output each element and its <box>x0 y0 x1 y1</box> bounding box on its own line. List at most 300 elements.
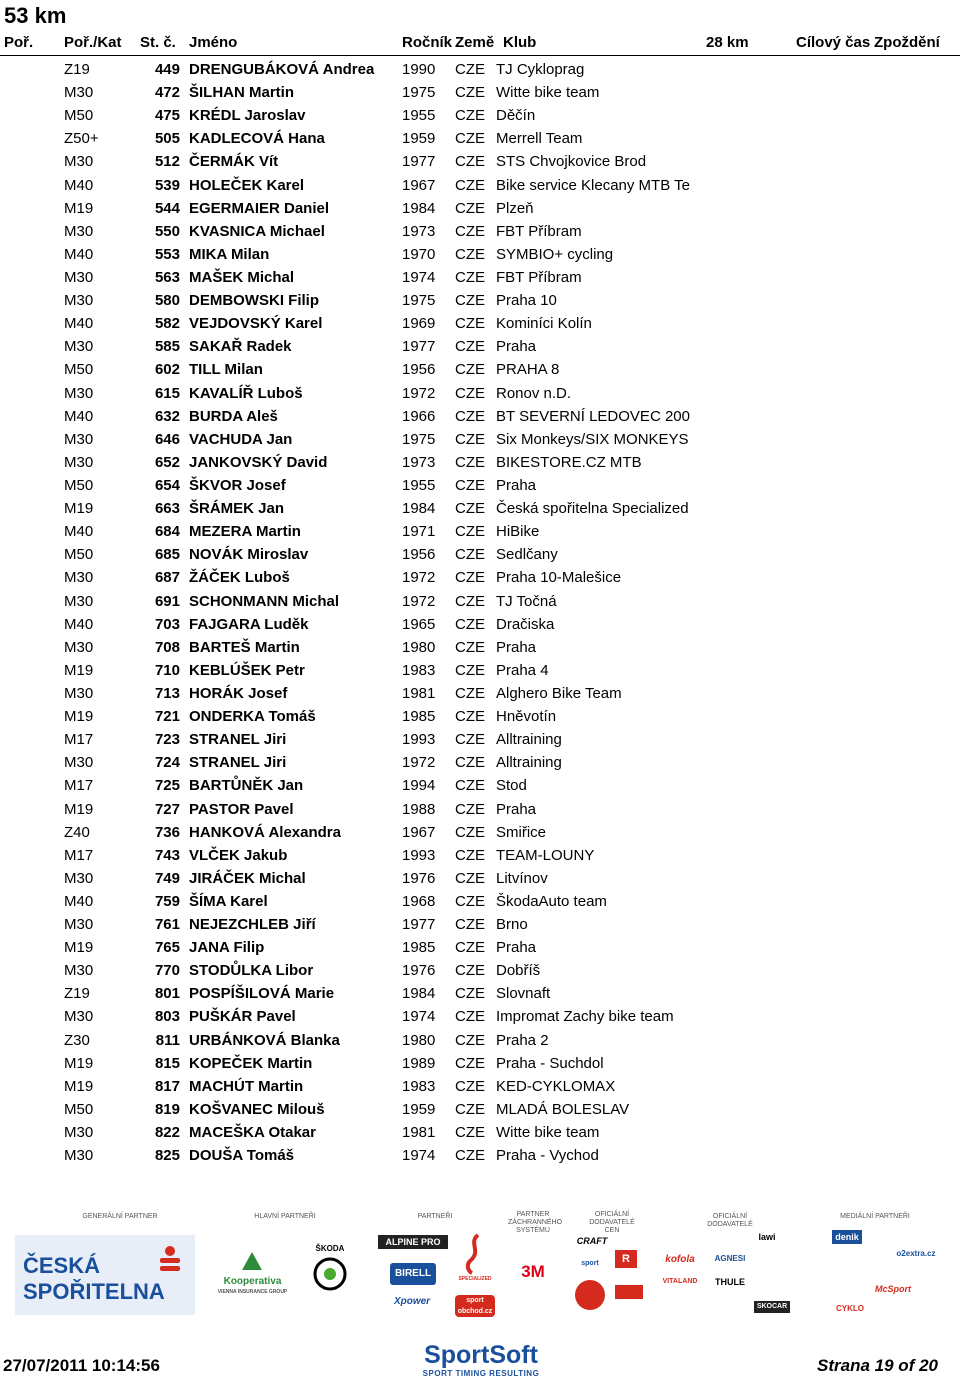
year-cell: 1983 <box>402 1077 436 1095</box>
name-cell: ŽÁČEK Luboš <box>189 569 290 587</box>
club-cell: Česká spořitelna Specialized <box>496 500 689 518</box>
table-row <box>0 81 960 104</box>
table-row <box>0 335 960 358</box>
header-club: Klub <box>503 34 537 51</box>
country-cell: CZE <box>455 800 485 818</box>
category-cell: M30 <box>64 338 94 356</box>
name-cell: KAVALÍŘ Luboš <box>189 384 303 402</box>
start-number-cell: 721 <box>154 708 180 726</box>
start-number-cell: 817 <box>154 1077 180 1095</box>
specialized-icon <box>462 1233 488 1275</box>
category-cell: M40 <box>64 615 94 633</box>
country-cell: CZE <box>455 176 485 194</box>
header-split: 28 km <box>706 34 749 51</box>
category-cell: M30 <box>64 916 94 934</box>
year-cell: 1956 <box>402 361 436 379</box>
year-cell: 1980 <box>402 638 436 656</box>
country-cell: CZE <box>455 869 485 887</box>
table-row <box>0 312 960 335</box>
name-cell: SAKAŘ Radek <box>189 338 292 356</box>
year-cell: 1975 <box>402 430 436 448</box>
country-cell: CZE <box>455 661 485 679</box>
column-headers <box>0 33 960 53</box>
name-cell: STRANEL Jiri <box>189 731 287 749</box>
country-cell: CZE <box>455 684 485 702</box>
table-row <box>0 289 960 312</box>
country-cell: CZE <box>455 1100 485 1118</box>
table-row <box>0 1052 960 1075</box>
year-cell: 1965 <box>402 615 436 633</box>
general-partner-logo <box>15 1235 195 1315</box>
start-number-cell: 803 <box>154 1008 180 1026</box>
table-row <box>0 774 960 797</box>
year-cell: 1976 <box>402 869 436 887</box>
name-cell: POSPÍŠILOVÁ Marie <box>189 985 335 1003</box>
table-row <box>0 474 960 497</box>
year-cell: 1972 <box>402 592 436 610</box>
club-cell: MLADÁ BOLESLAV <box>496 1100 630 1118</box>
club-cell: BIKESTORE.CZ MTB <box>496 453 642 471</box>
country-cell: CZE <box>455 1077 485 1095</box>
name-cell: HOLEČEK Karel <box>189 176 305 194</box>
name-cell: ŠKVOR Josef <box>189 476 286 494</box>
year-cell: 1972 <box>402 754 436 772</box>
club-cell: Praha <box>496 338 537 356</box>
sport-obchod-logo: sport obchod.cz <box>455 1295 495 1317</box>
table-row <box>0 751 960 774</box>
year-cell: 1976 <box>402 962 436 980</box>
table-row <box>0 127 960 150</box>
official-suppliers-label: OFICIÁLNÍ DODAVATELÉ <box>707 1213 753 1228</box>
country-cell: CZE <box>455 384 485 402</box>
country-cell: CZE <box>455 130 485 148</box>
club-cell: HiBike <box>496 523 540 541</box>
country-cell: CZE <box>455 546 485 564</box>
start-number-cell: 615 <box>154 384 180 402</box>
country-cell: CZE <box>455 222 485 240</box>
table-row <box>0 936 960 959</box>
start-number-cell: 580 <box>154 292 180 310</box>
category-cell: M30 <box>64 962 94 980</box>
name-cell: JANKOVSKÝ David <box>189 453 328 471</box>
sportsoft-tagline: SPORT TIMING RESULTING <box>422 1369 540 1378</box>
year-cell: 1985 <box>402 708 436 726</box>
country-cell: CZE <box>455 592 485 610</box>
name-cell: KOPEČEK Martin <box>189 1054 313 1072</box>
club-cell: Alltraining <box>496 731 562 749</box>
table-row <box>0 913 960 936</box>
club-cell: Dobříš <box>496 962 541 980</box>
year-cell: 1955 <box>402 476 436 494</box>
year-cell: 1967 <box>402 176 436 194</box>
club-cell: Sedlčany <box>496 546 558 564</box>
start-number-cell: 822 <box>154 1124 180 1142</box>
category-cell: M30 <box>64 268 94 286</box>
name-cell: PASTOR Pavel <box>189 800 294 818</box>
red-badge-icon <box>615 1285 643 1299</box>
category-cell: M30 <box>64 1124 94 1142</box>
name-cell: BARTEŠ Martin <box>189 638 300 656</box>
country-cell: CZE <box>455 476 485 494</box>
category-cell: M50 <box>64 546 94 564</box>
start-number-cell: 646 <box>154 430 180 448</box>
start-number-cell: 811 <box>155 1031 180 1049</box>
category-cell: M30 <box>64 430 94 448</box>
year-cell: 1972 <box>402 569 436 587</box>
header-country: Země <box>455 34 495 51</box>
start-number-cell: 475 <box>154 107 180 125</box>
category-cell: Z19 <box>64 61 90 78</box>
country-cell: CZE <box>455 892 485 910</box>
header-year: Ročník <box>402 34 453 51</box>
kooperativa-icon <box>240 1250 264 1274</box>
category-cell: M30 <box>64 1147 94 1165</box>
club-cell: Alltraining <box>496 754 562 772</box>
club-cell: TJ Točná <box>496 592 557 610</box>
start-number-cell: 815 <box>154 1054 180 1072</box>
club-cell: Litvínov <box>496 869 548 887</box>
year-cell: 1980 <box>402 1031 436 1049</box>
country-cell: CZE <box>455 1054 485 1072</box>
club-cell: Brno <box>496 916 528 934</box>
category-cell: Z40 <box>64 823 90 841</box>
year-cell: 1972 <box>402 384 436 402</box>
name-cell: MAŠEK Michal <box>189 268 295 286</box>
club-cell: Six Monkeys/SIX MONKEYS <box>496 430 689 448</box>
category-cell: M30 <box>64 84 94 102</box>
name-cell: MIKA Milan <box>189 245 270 263</box>
start-number-cell: 759 <box>154 892 180 910</box>
table-row <box>0 58 960 81</box>
club-cell: SYMBIO+ cycling <box>496 245 614 263</box>
table-row <box>0 266 960 289</box>
category-cell: M30 <box>64 592 94 610</box>
table-row <box>0 566 960 589</box>
category-cell: M30 <box>64 384 94 402</box>
table-row <box>0 821 960 844</box>
table-row <box>0 659 960 682</box>
start-number-cell: 723 <box>154 731 180 749</box>
name-cell: URBÁNKOVÁ Blanka <box>189 1031 340 1049</box>
club-cell: Witte bike team <box>496 84 600 102</box>
start-number-cell: 685 <box>154 546 180 564</box>
category-cell: M30 <box>64 153 94 171</box>
3m-logo: 3M <box>521 1262 545 1281</box>
year-cell: 1975 <box>402 292 436 310</box>
year-cell: 1981 <box>402 1124 436 1142</box>
club-cell: FBT Příbram <box>496 268 582 286</box>
year-cell: 1984 <box>402 985 436 1003</box>
name-cell: STODŮLKA Libor <box>189 962 314 980</box>
table-row <box>0 220 960 243</box>
country-cell: CZE <box>455 985 485 1003</box>
country-cell: CZE <box>455 407 485 425</box>
name-cell: ŠILHAN Martin <box>189 84 294 102</box>
table-row <box>0 1029 960 1052</box>
country-cell: CZE <box>455 107 485 125</box>
start-number-cell: 544 <box>154 199 180 217</box>
year-cell: 1968 <box>402 892 436 910</box>
club-cell: ŠkodaAuto team <box>496 892 607 910</box>
category-cell: Z19 <box>64 985 90 1003</box>
skoda-icon <box>313 1257 347 1291</box>
club-cell: KED-CYKLOMAX <box>496 1077 616 1095</box>
mcsport-logo: McSport <box>875 1284 911 1294</box>
start-number-cell: 743 <box>154 846 180 864</box>
start-number-cell: 819 <box>154 1100 180 1118</box>
year-cell: 1977 <box>402 916 436 934</box>
table-row <box>0 705 960 728</box>
skocar-logo: SKOCAR <box>754 1301 790 1313</box>
rescue-partner-label: PARTNER ZÁCHRANNÉHO SYSTÉMU <box>508 1211 563 1234</box>
club-cell: Praha 10-Malešice <box>496 569 622 587</box>
club-cell: TEAM-LOUNY <box>496 846 595 864</box>
year-cell: 1974 <box>402 268 436 286</box>
vitaland-logo: VITALAND <box>662 1278 698 1285</box>
name-cell: TILL Milan <box>189 361 263 379</box>
name-cell: ŠÍMA Karel <box>189 892 268 910</box>
table-row <box>0 520 960 543</box>
table-row <box>0 798 960 821</box>
country-cell: CZE <box>455 708 485 726</box>
page-title: 53 km <box>4 3 67 28</box>
name-cell: KRÉDL Jaroslav <box>189 107 306 125</box>
name-cell: HORÁK Josef <box>189 684 288 702</box>
category-cell: M30 <box>64 292 94 310</box>
name-cell: KEBLÚŠEK Petr <box>189 661 305 679</box>
club-cell: Ronov n.D. <box>496 384 572 402</box>
name-cell: DEMBOWSKI Filip <box>189 292 319 310</box>
club-cell: Praha 2 <box>496 1031 549 1049</box>
category-cell: M19 <box>64 661 94 679</box>
start-number-cell: 708 <box>154 638 180 656</box>
header-start-no: St. č. <box>140 34 176 51</box>
category-cell: M19 <box>64 199 94 217</box>
name-cell: ONDERKA Tomáš <box>189 708 316 726</box>
country-cell: CZE <box>455 916 485 934</box>
name-cell: FAJGARA Luděk <box>189 615 309 633</box>
table-row <box>0 428 960 451</box>
category-cell: M30 <box>64 1008 94 1026</box>
country-cell: CZE <box>455 268 485 286</box>
category-cell: M19 <box>64 800 94 818</box>
birell-logo: BIRELL <box>390 1263 436 1285</box>
club-cell: Praha - Vychod <box>496 1147 599 1165</box>
year-cell: 1988 <box>402 800 436 818</box>
year-cell: 1974 <box>402 1008 436 1026</box>
header-pos: Poř. <box>4 34 34 51</box>
club-cell: Hněvotín <box>496 708 557 726</box>
year-cell: 1973 <box>402 222 436 240</box>
table-row <box>0 613 960 636</box>
start-number-cell: 553 <box>154 245 180 263</box>
table-row <box>0 1144 960 1167</box>
category-cell: M17 <box>64 846 94 864</box>
year-cell: 1966 <box>402 407 436 425</box>
start-number-cell: 550 <box>154 222 180 240</box>
category-cell: M30 <box>64 869 94 887</box>
table-row <box>0 197 960 220</box>
club-cell: STS Chvojkovice Brod <box>496 153 647 171</box>
category-cell: M40 <box>64 892 94 910</box>
denik-logo: denik <box>832 1230 862 1244</box>
club-cell: Praha <box>496 800 537 818</box>
start-number-cell: 749 <box>154 869 180 887</box>
agnesi-logo: AGNESI <box>714 1254 746 1263</box>
table-row <box>0 243 960 266</box>
table-row <box>0 728 960 751</box>
country-cell: CZE <box>455 292 485 310</box>
table-row <box>0 543 960 566</box>
year-cell: 1959 <box>402 1100 436 1118</box>
o2extra-logo: o2extra.cz <box>896 1249 936 1258</box>
club-cell: Smiřice <box>496 823 547 841</box>
name-cell: VACHUDA Jan <box>189 430 293 448</box>
start-number-cell: 505 <box>154 130 180 148</box>
country-cell: CZE <box>455 939 485 957</box>
start-number-cell: 770 <box>154 962 180 980</box>
start-number-cell: 472 <box>154 84 180 102</box>
club-cell: Praha <box>496 638 537 656</box>
year-cell: 1969 <box>402 315 436 333</box>
country-cell: CZE <box>455 84 485 102</box>
club-cell: Praha <box>496 476 537 494</box>
lawi-logo: lawi <box>758 1232 776 1242</box>
sportsoft-brand: SportSoft <box>424 1341 538 1369</box>
header-finish: Cílový čas <box>796 34 871 51</box>
category-cell: M19 <box>64 939 94 957</box>
country-cell: CZE <box>455 430 485 448</box>
start-number-cell: 725 <box>154 777 180 795</box>
year-cell: 1974 <box>402 1147 436 1165</box>
header-name: Jméno <box>189 34 238 51</box>
start-number-cell: 632 <box>154 407 180 425</box>
craft-logo: CRAFT <box>576 1236 608 1246</box>
start-number-cell: 761 <box>154 916 180 934</box>
name-cell: HANKOVÁ Alexandra <box>189 823 341 841</box>
table-row <box>0 1098 960 1121</box>
category-cell: M30 <box>64 569 94 587</box>
name-cell: ČERMÁK Vít <box>189 153 279 171</box>
category-cell: M19 <box>64 500 94 518</box>
country-cell: CZE <box>455 315 485 333</box>
name-cell: ŠRÁMEK Jan <box>189 500 285 518</box>
country-cell: CZE <box>455 500 485 518</box>
country-cell: CZE <box>455 777 485 795</box>
header-pos-kat: Poř./Kat <box>64 34 122 51</box>
category-cell: M17 <box>64 731 94 749</box>
name-cell: MACHÚT Martin <box>189 1077 304 1095</box>
club-cell: Dračiska <box>496 615 555 633</box>
year-cell: 1984 <box>402 500 436 518</box>
name-cell: MACEŠKA Otakar <box>189 1124 316 1142</box>
table-row <box>0 959 960 982</box>
club-cell: Praha 10 <box>496 292 557 310</box>
club-cell: FBT Příbram <box>496 222 582 240</box>
start-number-cell: 710 <box>154 661 180 679</box>
table-row <box>0 150 960 173</box>
header-divider <box>0 55 960 56</box>
table-row <box>0 104 960 127</box>
category-cell: M40 <box>64 407 94 425</box>
category-cell: M40 <box>64 523 94 541</box>
name-cell: JANA Filip <box>189 939 265 957</box>
general-partner-name: ČESKÁ SPOŘITELNA <box>23 1253 165 1304</box>
start-number-cell: 654 <box>154 476 180 494</box>
partners-label: PARTNEŘI <box>417 1213 453 1220</box>
club-cell: BT SEVERNÍ LEDOVEC 200 <box>496 407 690 425</box>
thule-logo: THULE <box>715 1277 745 1287</box>
name-cell: KVASNICA Michael <box>189 222 325 240</box>
country-cell: CZE <box>455 569 485 587</box>
table-row <box>0 590 960 613</box>
club-cell: PRAHA 8 <box>496 361 560 379</box>
page-number: Strana 19 of 20 <box>817 1356 938 1375</box>
country-cell: CZE <box>455 245 485 263</box>
country-cell: CZE <box>455 1008 485 1026</box>
name-cell: EGERMAIER Daniel <box>189 199 330 217</box>
year-cell: 1977 <box>402 153 436 171</box>
sport-logo: sport <box>581 1260 599 1267</box>
category-cell: M30 <box>64 453 94 471</box>
kofola-logo: kofola <box>665 1254 695 1265</box>
year-cell: 1993 <box>402 731 436 749</box>
sportsoft-logo <box>410 1342 552 1380</box>
country-cell: CZE <box>455 615 485 633</box>
table-row <box>0 844 960 867</box>
year-cell: 1989 <box>402 1054 436 1072</box>
year-cell: 1967 <box>402 823 436 841</box>
club-cell: Praha <box>496 939 537 957</box>
table-row <box>0 451 960 474</box>
year-cell: 1955 <box>402 107 436 125</box>
club-cell: Impromat Zachy bike team <box>496 1008 674 1026</box>
table-row <box>0 174 960 197</box>
start-number-cell: 449 <box>154 61 180 78</box>
name-cell: PUŠKÁR Pavel <box>189 1008 296 1026</box>
year-cell: 1984 <box>402 199 436 217</box>
start-number-cell: 585 <box>154 338 180 356</box>
name-cell: VLČEK Jakub <box>189 846 288 864</box>
name-cell: SCHONMANN Michal <box>189 592 340 610</box>
name-cell: KOŠVANEC Milouš <box>189 1100 325 1118</box>
category-cell: M40 <box>64 315 94 333</box>
category-cell: M50 <box>64 361 94 379</box>
cyklo-logo: CYKLO <box>836 1304 864 1313</box>
header-delay: Zpoždění <box>874 34 940 51</box>
print-datetime: 27/07/2011 10:14:56 <box>3 1356 160 1375</box>
country-cell: CZE <box>455 338 485 356</box>
category-cell: M50 <box>64 107 94 125</box>
name-cell: VEJDOVSKÝ Karel <box>189 315 323 333</box>
name-cell: DRENGUBÁKOVÁ Andrea <box>189 61 375 78</box>
country-cell: CZE <box>455 1031 485 1049</box>
table-row <box>0 682 960 705</box>
country-cell: CZE <box>455 361 485 379</box>
year-cell: 1956 <box>402 546 436 564</box>
category-cell: M50 <box>64 1100 94 1118</box>
country-cell: CZE <box>455 731 485 749</box>
start-number-cell: 539 <box>154 176 180 194</box>
year-cell: 1994 <box>402 777 436 795</box>
country-cell: CZE <box>455 1147 485 1165</box>
country-cell: CZE <box>455 638 485 656</box>
name-cell: NOVÁK Miroslav <box>189 546 309 564</box>
year-cell: 1985 <box>402 939 436 957</box>
start-number-cell: 703 <box>154 615 180 633</box>
table-row <box>0 890 960 913</box>
club-cell: TJ Cykloprag <box>496 61 585 78</box>
